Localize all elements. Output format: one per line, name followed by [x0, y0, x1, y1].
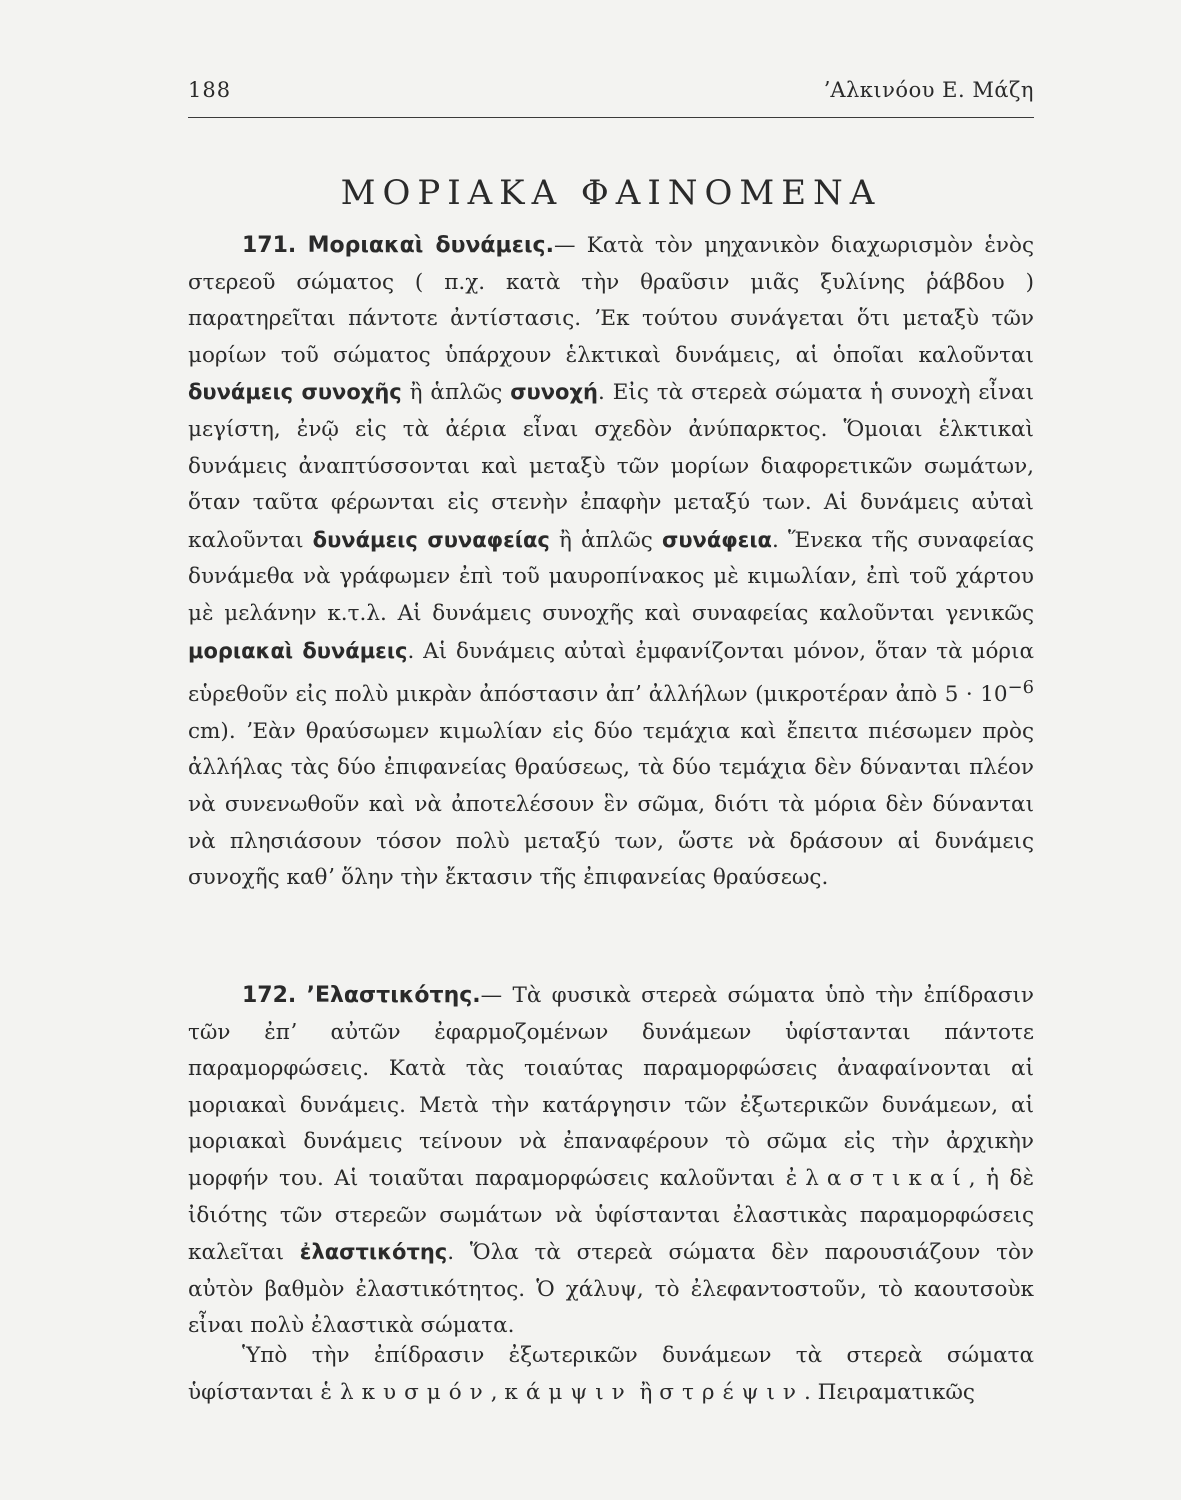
section-number: 172.	[242, 983, 297, 1008]
header-rule	[188, 117, 1034, 118]
paragraph-3-text	[188, 1338, 1034, 1411]
text-run: . Πειραματικῶς	[804, 1379, 975, 1405]
text-run: — Κατὰ τὸν μηχανικὸν διαχωρισμὸν ἑνὸς στερεοῦ σώματος ( π.χ. κατὰ τὴν θραῦσιν μιᾶς ξυλίνης ῥάβδου ) παρατηρεῖται πάντοτε ἀντίστασις. ʼΕκ τούτου συνάγεται ὅτι μεταξὺ τῶν μορίων τοῦ σώματος ὑπάρχουν ἑλκτικαὶ δυνάμεις, αἱ ὁποῖαι καλοῦνται	[188, 233, 1034, 368]
text-run: ,	[490, 1379, 505, 1405]
text-run: — Τὰ φυσικὰ στερεὰ σώματα ὑπὸ τὴν ἐπίδρασιν τῶν ἐπʼ αὐτῶν ἐφαρμοζομένων δυνάμεων ὑφίστανται πάντοτε παραμορφώσεις. Κατὰ τὰς τοιαύτας παραμορφώσεις ἀναφαίνονται αἱ μοριακαὶ δυνάμεις. Μετὰ τὴν κατάργησιν τῶν ἐξωτερικῶν δυνάμεων, αἱ μοριακαὶ δυνάμεις τείνουν νὰ ἐπαναφέρουν τὸ σῶμα εἰς τὴν ἀρχικὴν μορφήν του. Αἱ τοιαῦται παραμορφώσεις καλοῦνται	[188, 983, 1034, 1191]
spaced-term: ἑλκυσμόν	[320, 1379, 491, 1405]
text-run: . Αἱ δυνάμεις αὐταὶ ἐμφανίζονται μόνον, ὅταν τὰ μόρια εὑρεθοῦν εἰς πολὺ μικρὰν ἀπόστασιν ἀπʼ ἀλλήλων (μικροτέραν ἀπὸ 5 · 10	[188, 638, 1034, 708]
bold-term: ἐλαστικότης	[299, 1240, 448, 1265]
spaced-term: κάμψιν	[504, 1379, 633, 1405]
bold-term: δυνάμεις συναφείας	[312, 527, 550, 552]
section-title: ʼΕλαστικότης.	[306, 983, 481, 1008]
bold-term: συνάφεια	[661, 527, 772, 552]
bold-term: δυνάμεις συνοχῆς	[188, 380, 402, 405]
section-172-paragraph	[188, 978, 1034, 1345]
page-header	[188, 78, 1034, 112]
section-171-paragraph	[188, 228, 1034, 897]
text-run: ἢ ἁπλῶς	[549, 527, 662, 553]
exponent: −6	[1007, 677, 1034, 699]
bold-term: συνοχή	[510, 380, 598, 405]
paragraph-3	[188, 1338, 1034, 1411]
section-172	[188, 978, 1034, 1345]
spaced-term: ἐλαστικαί	[785, 1165, 969, 1191]
text-run: cm). ʼΕὰν θραύσωμεν κιμωλίαν εἰς δύο τεμάχια καὶ ἔπειτα πιέσωμεν πρὸς ἀλλήλας τὰς δύο ἐπιφανείας θραύσεως, τὰ δύο τεμάχια δὲν δύνανται πλέον νὰ συνενωθοῦν καὶ νὰ ἀποτελέσουν ἓν σῶμα, διότι τὰ μόρια δὲν δύνανται νὰ πλησιάσουν τόσον πολὺ μεταξύ των, ὥστε νὰ δράσουν αἱ δυνάμεις συνοχῆς καθʼ ὅλην τὴν ἔκτασιν τῆς ἐπιφανείας θραύσεως.	[188, 718, 1034, 891]
text-run: . Ὅλα τὰ στερεὰ σώματα δὲν παρουσιάζουν τὸν αὐτὸν βαθμὸν ἐλαστικότητος. Ὁ χάλυψ, τὸ ἐλεφαντοστοῦν, τὸ καουτσοὺκ εἶναι πολὺ ἐλαστικὰ σώματα.	[188, 1240, 1034, 1339]
text-run: . Εἰς τὰ στερεὰ σώματα ἡ συνοχὴ εἶναι μεγίστη, ἐνῷ εἰς τὰ ἀέρια εἶναι σχεδὸν ἀνύπαρκτος. Ὅμοιαι ἑλκτικαὶ δυνάμεις ἀναπτύσσονται καὶ μεταξὺ τῶν μορίων διαφορετικῶν σωμάτων, ὅταν ταῦτα φέρωνται εἰς στενὴν ἐπαφὴν μεταξύ των. Αἱ δυνάμεις αὐταὶ καλοῦνται	[188, 380, 1034, 553]
bold-term: μοριακαὶ δυνάμεις	[188, 638, 408, 663]
page-number: 188	[188, 78, 232, 102]
section-number: 171.	[242, 233, 297, 258]
text-run: Ὑπὸ τὴν ἐπίδρασιν ἐξωτερικῶν δυνάμεων τὰ στερεὰ σώματα ὑφίστανται	[188, 1343, 1034, 1405]
spaced-term: στρέψιν	[659, 1379, 804, 1405]
text-run: ἢ	[632, 1379, 660, 1405]
text-run: . Ἕνεκα τῆς συναφείας δυνάμεθα νὰ γράφωμεν ἐπὶ τοῦ μαυροπίνακος μὲ κιμωλίαν, ἐπὶ τοῦ χάρτου μὲ μελάνην κ.τ.λ. Αἱ δυνάμεις συνοχῆς καὶ συναφείας καλοῦνται γενικῶς	[188, 527, 1034, 626]
chapter-title: ΜΟΡΙΑΚΑ ΦΑΙΝΟΜΕΝΑ	[340, 172, 882, 213]
text-run: ἢ ἁπλῶς	[401, 380, 511, 406]
section-title: Μοριακαὶ δυνάμεις.	[307, 233, 554, 258]
running-head: ʼΑλκινόου Ε. Μάζη	[823, 78, 1034, 102]
text-run: , ἡ δὲ ἰδιότης τῶν στερεῶν σωμάτων νὰ ὑφίστανται ἐλαστικὰς παραμορφώσεις καλεῖται	[188, 1165, 1034, 1266]
section-171	[188, 228, 1034, 897]
